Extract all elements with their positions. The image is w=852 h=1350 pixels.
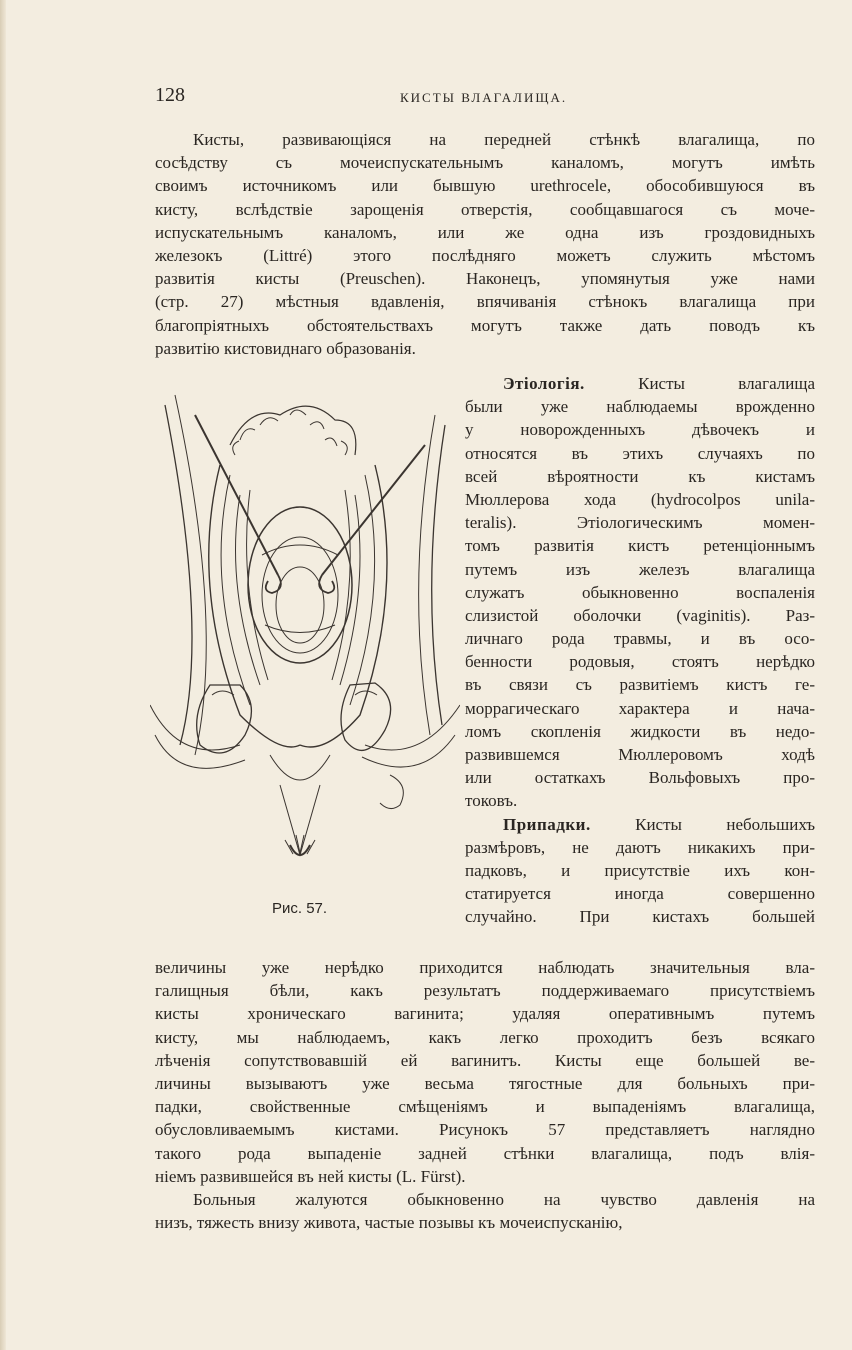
paragraph-complaints xyxy=(155,1188,815,1234)
text-line: кисту, мы наблюдаемъ, какъ легко проходитъ безъ всякаго xyxy=(155,1027,815,1047)
text-line: служатъ обыкновенно воспаленія xyxy=(465,582,815,602)
page-number: 128 xyxy=(155,84,185,106)
text-line: такого рода выпаденіе задней стѣнки влагалища, подъ влія- xyxy=(155,1143,815,1163)
text-line: у новорожденныхъ дѣвочекъ и xyxy=(465,420,815,440)
text-line: статируется иногда совершенно xyxy=(465,884,815,904)
text-line: обусловливаемымъ кистами. Рисунокъ 57 представляетъ наглядно xyxy=(155,1120,815,1140)
text-line: ніемъ развившейся въ ней кисты (L. Fürst). xyxy=(155,1166,466,1186)
text-line: или остаткахъ Вольфовыхъ про- xyxy=(465,768,815,788)
text-line: случайно. При кистахъ большей xyxy=(465,907,815,927)
text-line: моррагическаго характера и нача- xyxy=(465,698,815,718)
text-line: благопріятныхъ обстоятельствахъ могутъ также дать поводъ къ xyxy=(155,315,815,335)
text-line: галищныя бѣли, какъ результатъ поддерживаемаго присутствіемъ xyxy=(155,981,815,1001)
text-line: величины уже нерѣдко приходится наблюдать значительныя вла- xyxy=(155,958,815,977)
text-line: железокъ (Littré) этого послѣдняго можетъ служить мѣстомъ xyxy=(155,245,815,265)
text-line: ломъ скопленія жидкости въ недо- xyxy=(465,721,815,741)
text-line: (стр. 27) мѣстныя вдавленія, впячиванія стѣнокъ влагалища при xyxy=(155,292,815,312)
text-line: личнаго рода травмы, и въ осо- xyxy=(465,629,815,649)
text-line: всей вѣроятности къ кистамъ xyxy=(465,466,815,486)
text-line: личины вызываютъ уже весьма тягостные для больныхъ при- xyxy=(155,1073,815,1093)
text-line: лѣченія сопутствовавшій ей вагинитъ. Кисты еще большей ве- xyxy=(155,1050,815,1070)
paragraph-symptoms-continued xyxy=(155,956,815,1188)
text-line: teralis). Этіологическимъ момен- xyxy=(465,513,815,533)
text-line: кисты хроническаго вагинита; удаляя оперативнымъ путемъ xyxy=(155,1004,815,1024)
paragraph-cysts-intro xyxy=(155,128,815,360)
text-line: размѣровъ, не даютъ никакихъ при- xyxy=(465,837,815,857)
text-line: Мюллерова хода (hydrocolpos unila- xyxy=(465,489,815,509)
text-line: развитію кистовиднаго образованія. xyxy=(155,338,416,358)
text-line: были уже наблюдаемы врожденно xyxy=(465,397,815,417)
text-line: сосѣдству съ мочеиспускательнымъ каналомъ, могутъ имѣть xyxy=(155,153,815,173)
text-line: путемъ изъ железъ влагалища xyxy=(465,559,815,579)
text-line: относятся въ этихъ случаяхъ по xyxy=(465,443,815,463)
text-line: Кисты, развивающіяся на передней стѣнкѣ влагалища, по xyxy=(193,130,815,149)
text-line: своимъ источникомъ или бывшую urethrocele, обособившуюся въ xyxy=(155,176,815,196)
page-edge xyxy=(0,0,6,1350)
running-title: КИСТЫ ВЛАГАЛИЩА. xyxy=(400,90,568,105)
section-heading-line: Припадки. Кисты небольшихъ xyxy=(503,814,815,834)
page-header xyxy=(155,84,815,114)
side-column-etiology-symptoms xyxy=(465,372,815,929)
text-line: кисту, вслѣдствіе зарощенія отверстія, сообщавшагося съ моче- xyxy=(155,199,815,219)
text-line: развитія кисты (Preuschen). Наконецъ, упомянутыя уже нами xyxy=(155,269,815,289)
figure-caption: Рис. 57. xyxy=(272,900,328,917)
text-line: развившемся Мюллеровомъ ходѣ xyxy=(465,745,815,764)
text-line: низъ, тяжесть внизу живота, частые позывы къ мочеиспусканію, xyxy=(155,1213,623,1233)
text-line: томъ развитія кистъ ретенціоннымъ xyxy=(465,536,815,556)
text-line: падки, свойственные смѣщеніямъ и выпаденіямъ влагалища, xyxy=(155,1097,815,1117)
section-heading-line: Этіологія. Кисты влагалища xyxy=(503,374,815,393)
text-line: падковъ, и присутствіе ихъ кон- xyxy=(465,860,815,880)
text-line: въ связи съ развитіемъ кистъ ге- xyxy=(465,675,815,695)
text-line: испускательнымъ каналомъ, или же одна изъ гроздовидныхъ xyxy=(155,222,815,242)
text-line: бенности родовыя, стоятъ нерѣдко xyxy=(465,652,815,672)
text-line: Больныя жалуются обыкновенно на чувство давленія на xyxy=(193,1190,815,1209)
text-line: слизистой оболочки (vaginitis). Раз- xyxy=(465,605,815,625)
text-line: токовъ. xyxy=(465,791,518,811)
figure-57-illustration xyxy=(150,385,460,895)
